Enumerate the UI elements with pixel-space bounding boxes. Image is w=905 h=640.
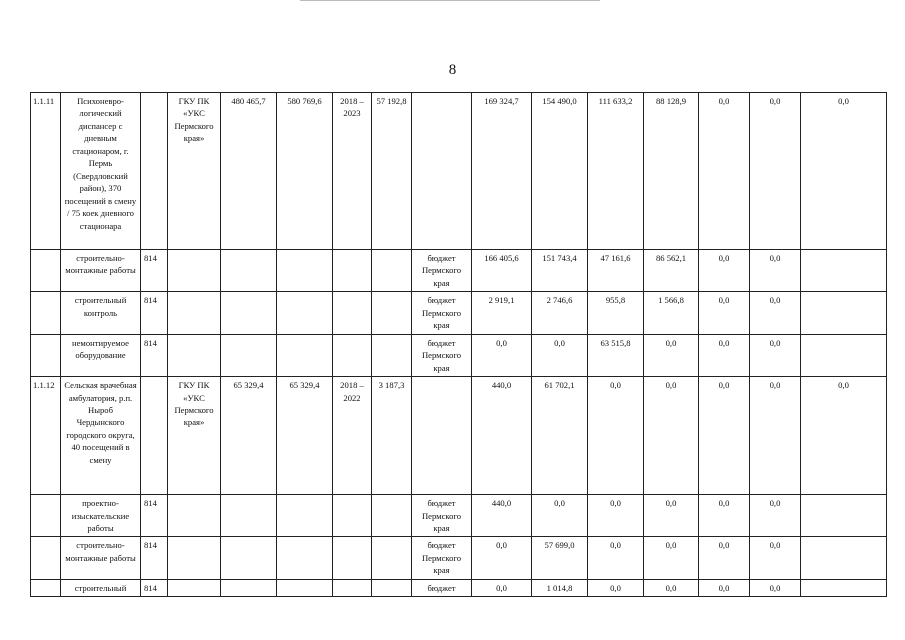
row-estimated-cost [221,292,277,334]
row-value-2: 0,0 [532,334,588,376]
row-value-7 [801,579,887,596]
row-period [333,292,372,334]
page-number: 8 [448,62,457,78]
row-total-cost: 580 769,6 [277,93,333,250]
row-organization: ГКУ ПК «УКС Пермского края» [168,93,221,250]
row-estimated-cost [221,250,277,292]
row-code [31,250,61,292]
budget-table [30,92,887,597]
row-funding-source: бюджет Пермского края [412,250,472,292]
row-value-3: 47 161,6 [588,250,644,292]
row-prior-funding [372,537,412,579]
table-row [31,292,887,334]
row-name: Психоневро-логический диспансер с дневным стационаром, г. Пермь (Свердловский район), 370 посещений в смену / 75 коек дневного стационара [61,93,141,250]
table-row [31,495,887,537]
row-value-6: 0,0 [750,537,801,579]
row-grbs-code: 814 [141,495,168,537]
row-name: строительный контроль [61,292,141,334]
row-name: строительно-монтажные работы [61,250,141,292]
row-name: проектно-изыскательские работы [61,495,141,537]
table-body [31,93,887,597]
row-value-5: 0,0 [699,250,750,292]
row-funding-source: бюджет [412,579,472,596]
table-row [31,537,887,579]
row-total-cost: 65 329,4 [277,377,333,495]
row-value-4: 86 562,1 [644,250,699,292]
row-prior-funding [372,250,412,292]
row-grbs-code: 814 [141,250,168,292]
row-value-6: 0,0 [750,292,801,334]
row-estimated-cost [221,537,277,579]
row-grbs-code: 814 [141,334,168,376]
row-value-1: 169 324,7 [472,93,532,250]
row-value-1: 440,0 [472,495,532,537]
row-value-6: 0,0 [750,579,801,596]
row-prior-funding [372,292,412,334]
row-value-2: 154 490,0 [532,93,588,250]
row-period: 2018 – 2022 [333,377,372,495]
table-row [31,93,887,250]
row-code [31,334,61,376]
row-total-cost [277,334,333,376]
row-estimated-cost [221,495,277,537]
row-funding-source: бюджет Пермского края [412,537,472,579]
row-funding-source [412,377,472,495]
row-organization: ГКУ ПК «УКС Пермского края» [168,377,221,495]
row-value-6: 0,0 [750,250,801,292]
row-organization [168,579,221,596]
row-value-7 [801,537,887,579]
row-value-3: 0,0 [588,495,644,537]
row-value-6: 0,0 [750,495,801,537]
row-value-4: 0,0 [644,537,699,579]
row-funding-source: бюджет Пермского края [412,292,472,334]
row-value-1: 440,0 [472,377,532,495]
row-value-6: 0,0 [750,334,801,376]
row-value-5: 0,0 [699,579,750,596]
row-total-cost [277,495,333,537]
row-value-1: 2 919,1 [472,292,532,334]
row-code [31,537,61,579]
row-code: 1.1.11 [31,93,61,250]
row-period [333,495,372,537]
row-value-3: 63 515,8 [588,334,644,376]
top-rule [300,0,600,1]
table-row [31,334,887,376]
row-total-cost [277,292,333,334]
row-value-1: 0,0 [472,537,532,579]
row-value-7 [801,292,887,334]
row-value-2: 57 699,0 [532,537,588,579]
row-value-2: 2 746,6 [532,292,588,334]
row-value-2: 61 702,1 [532,377,588,495]
row-value-4: 88 128,9 [644,93,699,250]
row-value-4: 0,0 [644,579,699,596]
row-code [31,292,61,334]
row-value-4: 0,0 [644,334,699,376]
row-value-7 [801,495,887,537]
row-code [31,579,61,596]
row-code [31,495,61,537]
row-grbs-code: 814 [141,537,168,579]
row-value-1: 0,0 [472,334,532,376]
row-value-5: 0,0 [699,292,750,334]
row-value-3: 0,0 [588,537,644,579]
row-total-cost [277,537,333,579]
row-value-6: 0,0 [750,377,801,495]
row-code: 1.1.12 [31,377,61,495]
row-grbs-code [141,377,168,495]
row-value-4: 1 566,8 [644,292,699,334]
row-name: Сельская врачебная амбулатория, р.п. Ныроб Чердынского городского округа, 40 посещений в смену [61,377,141,495]
row-funding-source: бюджет Пермского края [412,495,472,537]
row-value-5: 0,0 [699,334,750,376]
row-prior-funding [372,334,412,376]
row-prior-funding: 57 192,8 [372,93,412,250]
row-period: 2018 – 2023 [333,93,372,250]
row-prior-funding [372,495,412,537]
row-value-7 [801,334,887,376]
row-name: строительный [61,579,141,596]
row-value-5: 0,0 [699,537,750,579]
row-name: немонтируемое оборудование [61,334,141,376]
row-estimated-cost: 480 465,7 [221,93,277,250]
row-period [333,250,372,292]
table-row [31,250,887,292]
row-organization [168,250,221,292]
row-value-3: 955,8 [588,292,644,334]
row-organization [168,495,221,537]
table-row [31,579,887,596]
row-value-2: 151 743,4 [532,250,588,292]
row-grbs-code: 814 [141,579,168,596]
row-estimated-cost [221,579,277,596]
table-row [31,377,887,495]
row-organization [168,537,221,579]
row-value-3: 0,0 [588,579,644,596]
row-period [333,537,372,579]
row-funding-source: бюджет Пермского края [412,334,472,376]
row-value-5: 0,0 [699,377,750,495]
row-value-7: 0,0 [801,377,887,495]
row-grbs-code: 814 [141,292,168,334]
row-estimated-cost [221,334,277,376]
row-organization [168,292,221,334]
row-value-5: 0,0 [699,93,750,250]
row-value-4: 0,0 [644,495,699,537]
row-value-2: 0,0 [532,495,588,537]
row-value-1: 166 405,6 [472,250,532,292]
row-total-cost [277,579,333,596]
row-funding-source [412,93,472,250]
row-value-6: 0,0 [750,93,801,250]
row-period [333,334,372,376]
row-value-7 [801,250,887,292]
row-period [333,579,372,596]
row-value-1: 0,0 [472,579,532,596]
row-value-2: 1 014,8 [532,579,588,596]
row-estimated-cost: 65 329,4 [221,377,277,495]
row-name: строительно-монтажные работы [61,537,141,579]
row-total-cost [277,250,333,292]
row-organization [168,334,221,376]
row-prior-funding [372,579,412,596]
row-value-3: 111 633,2 [588,93,644,250]
row-value-7: 0,0 [801,93,887,250]
row-grbs-code [141,93,168,250]
row-value-4: 0,0 [644,377,699,495]
row-prior-funding: 3 187,3 [372,377,412,495]
row-value-5: 0,0 [699,495,750,537]
row-value-3: 0,0 [588,377,644,495]
